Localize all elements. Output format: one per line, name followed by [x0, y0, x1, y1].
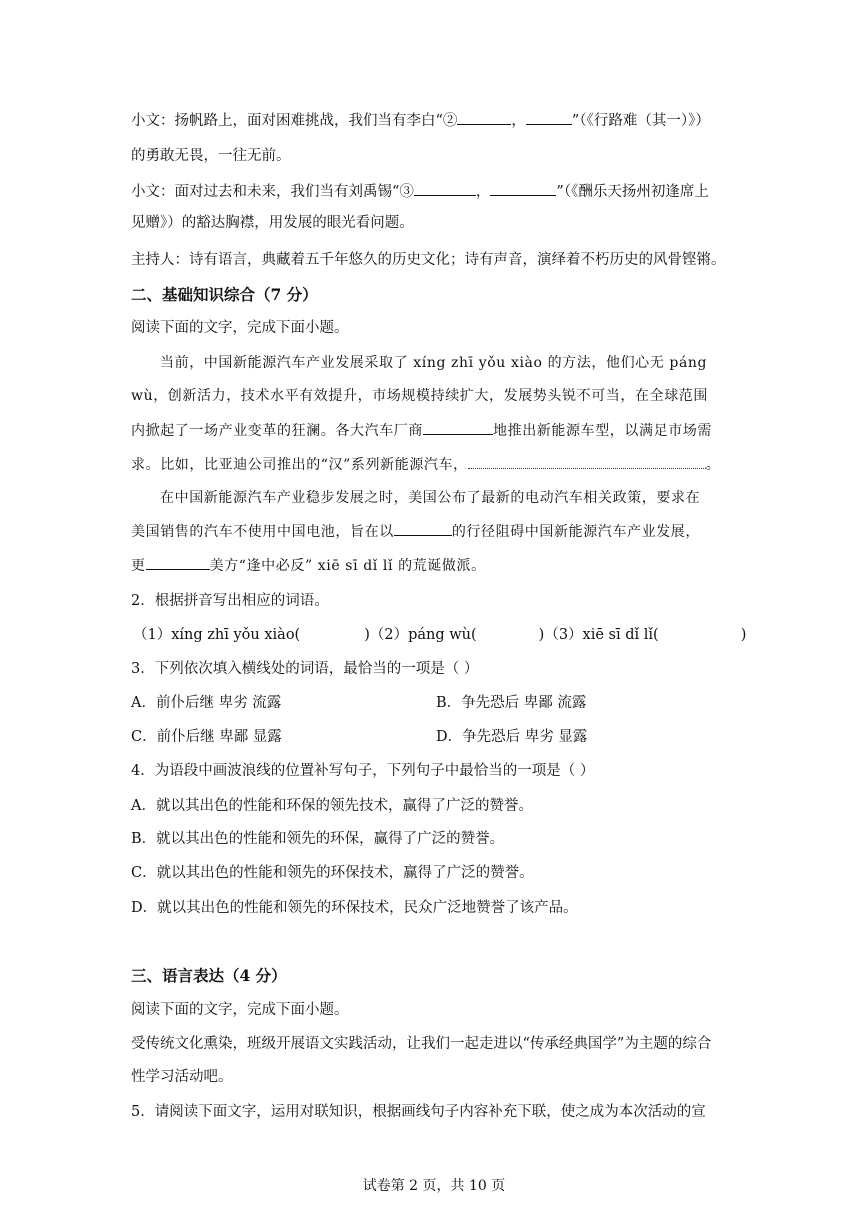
- text-line: [131, 110, 710, 131]
- passage-line: [131, 420, 712, 441]
- text-line: 性学习活动吧。: [131, 1069, 233, 1085]
- instruction: 阅读下面的文字，完成下面小题。: [131, 320, 349, 336]
- line-text: 地推出新能源车型，以满足市场需: [493, 423, 712, 439]
- passage-line: [131, 555, 486, 576]
- answer-blank: [394, 521, 452, 536]
- line-text: ): [740, 627, 747, 643]
- text-line: 的勇敢无畏，一往无前。: [131, 148, 291, 164]
- passage-line: [131, 521, 700, 542]
- option-d[interactable]: D．争先恐后 卑劣 显露: [436, 729, 588, 745]
- line-text: 求。比如，比亚迪公司推出的“汉”系列新能源汽车，: [131, 457, 468, 473]
- passage-line: 当前，中国新能源汽车产业发展采取了 xíng zhī yǒu xiào 的方法，他们心无 páng: [160, 355, 708, 371]
- question-stem: 2．根据拼音写出相应的词语。: [131, 593, 329, 609]
- line-text: 小文：面对过去和未来，我们当有刘禹锡“③: [131, 184, 414, 200]
- passage-line: [131, 454, 720, 475]
- line-text: 更: [131, 558, 146, 574]
- text-line: [131, 181, 709, 202]
- text-line: 受传统文化熏染，班级开展语文实践活动，让我们一起走进以“传承经典国学”为主题的综合: [131, 1036, 712, 1052]
- answer-blank: [526, 110, 572, 125]
- passage-line: wù，创新活力，技术水平有效提升，市场规模持续扩大，发展势头锐不可当，在全球范围: [131, 388, 708, 404]
- answer-blank: [490, 181, 556, 196]
- option-c[interactable]: C．前仆后继 卑鄙 显露: [131, 729, 282, 745]
- section-title: 二、基础知识综合（7 分）: [131, 285, 318, 304]
- line-text: （1）xíng zhī yǒu xiào(: [133, 627, 301, 643]
- option-d[interactable]: D．就以其出色的性能和领先的环保技术，民众广泛地赞誉了该产品。: [131, 900, 578, 916]
- page-footer: 试卷第 2 页，共 10 页: [362, 1178, 506, 1194]
- option-b[interactable]: B．争先恐后 卑鄙 流露: [436, 695, 587, 711]
- option-b[interactable]: B．就以其出色的性能和领先的环保，赢得了广泛的赞誉。: [131, 831, 505, 847]
- line-text: )（3）xiē sī dǐ lǐ(: [538, 627, 659, 643]
- line-text: 小文：扬帆路上，面对困难挑战，我们当有李白“②: [131, 113, 458, 129]
- line-text: 美国销售的汽车不使用中国电池，旨在以: [131, 524, 394, 540]
- question-stem: 3．下列依次填入横线处的词语，最恰当的一项是（ ）: [131, 661, 479, 677]
- answer-blank: [457, 110, 511, 125]
- option-a[interactable]: A．就以其出色的性能和环保的领先技术，赢得了广泛的赞誉。: [131, 798, 533, 814]
- wavy-underline-blank: [468, 454, 706, 469]
- text-line: 主持人：诗有语言，典藏着五千年悠久的历史文化；诗有声音，演绎着不朽历史的风骨铿锵。: [131, 252, 726, 268]
- question-stem: 5．请阅读下面文字，运用对联知识，根据画线句子内容补充下联，使之成为本次活动的宣: [131, 1104, 706, 1120]
- option-a[interactable]: A．前仆后继 卑劣 流露: [131, 695, 282, 711]
- line-text: 。: [705, 457, 721, 473]
- option-c[interactable]: C．就以其出色的性能和领先的环保技术，赢得了广泛的赞誉。: [131, 865, 534, 881]
- line-text: ”（《酬乐天扬州初逢席上: [556, 184, 709, 200]
- line-text: )（2）páng wù(: [364, 627, 477, 643]
- text-line: 见赠》）的豁达胸襟，用发展的眼光看问题。: [131, 215, 414, 231]
- instruction: 阅读下面的文字，完成下面小题。: [131, 1002, 349, 1018]
- line-text: 美方“逢中必反” xiē sī dǐ lǐ 的荒诞做派。: [209, 558, 486, 574]
- answer-blank: [146, 555, 210, 570]
- answer-blank: [414, 181, 476, 196]
- answer-blank: [423, 420, 493, 435]
- line-text: ，: [475, 184, 491, 200]
- line-text: ”（《行路难（其一）》）: [571, 113, 710, 129]
- pinyin-answer-row: [133, 625, 746, 645]
- section-title: 三、语言表达（4 分）: [131, 966, 287, 985]
- question-stem: 4．为语段中画波浪线的位置补写句子，下列句子中最恰当的一项是（ ）: [131, 763, 595, 779]
- line-text: 的行径阻碍中国新能源汽车产业发展，: [451, 524, 701, 540]
- line-text: 内掀起了一场产业变革的狂澜。各大汽车厂商: [131, 423, 423, 439]
- passage-line: 在中国新能源汽车产业稳步发展之时，美国公布了最新的电动汽车相关政策，要求在: [160, 490, 701, 506]
- line-text: ，: [511, 113, 526, 129]
